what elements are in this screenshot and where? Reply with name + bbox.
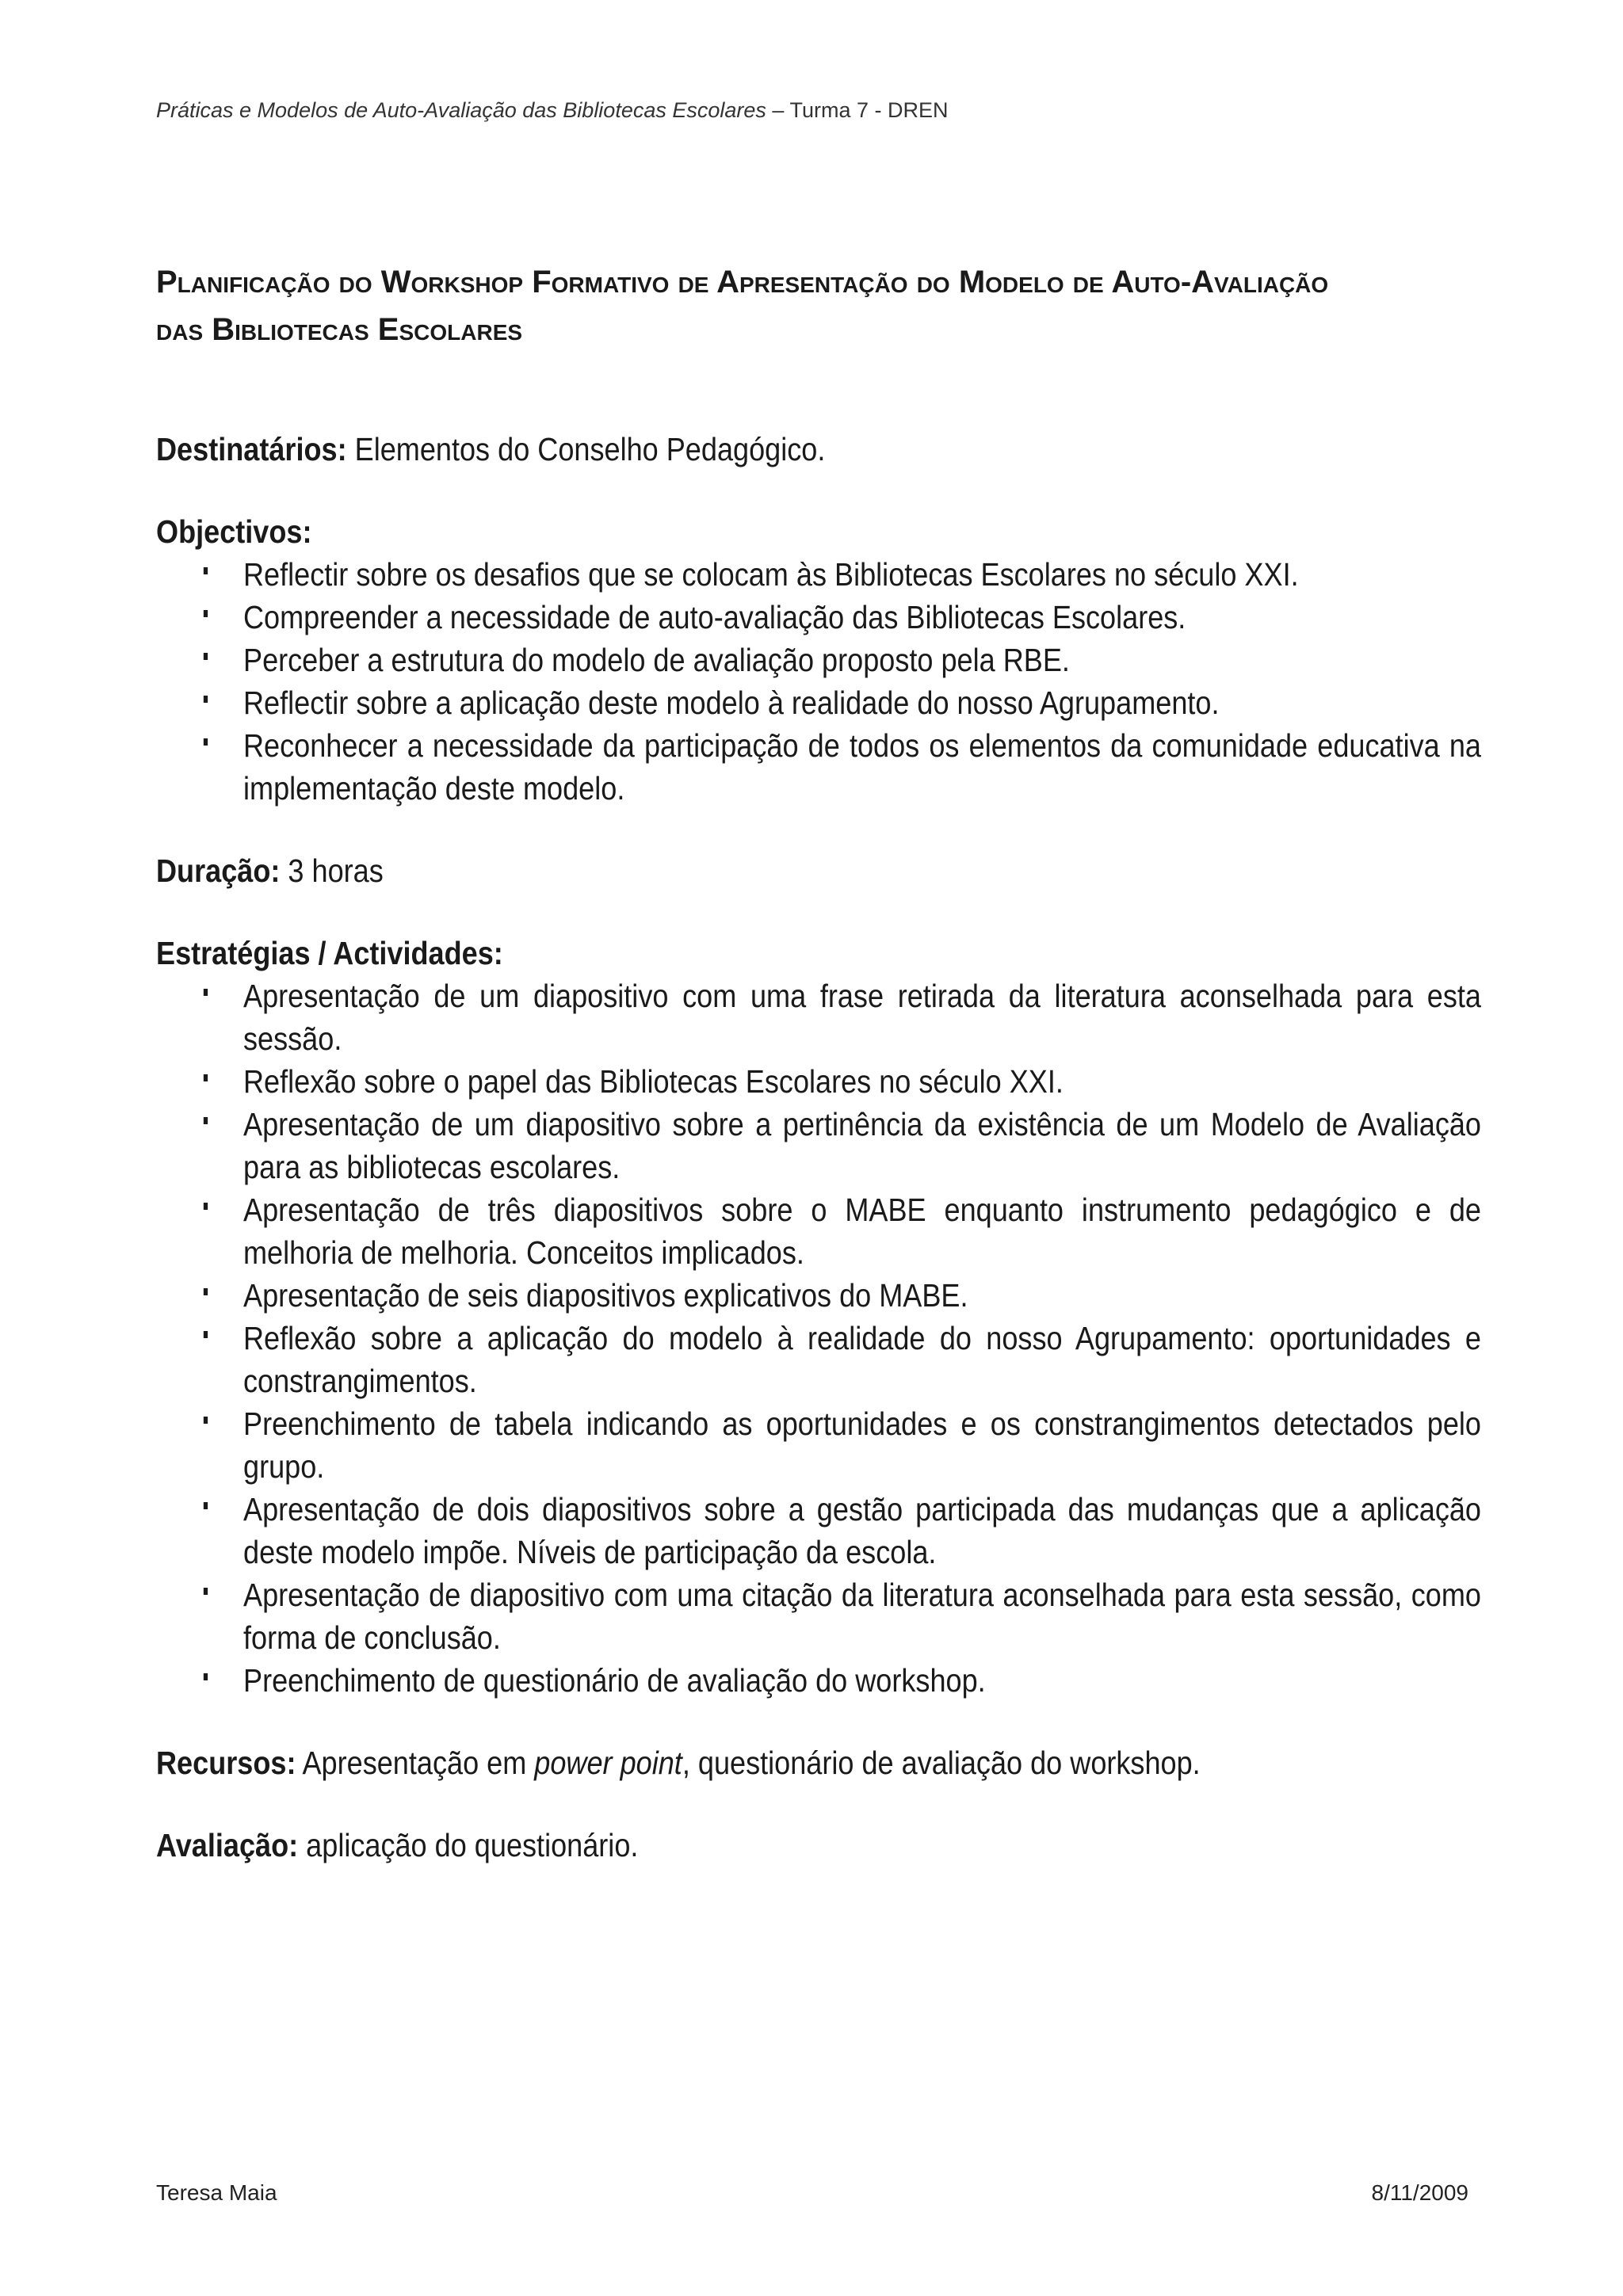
list-item: Reflexão sobre o papel das Bibliotecas Escolares no século XXI. xyxy=(243,1060,1481,1103)
recursos-value-italic: power point xyxy=(534,1745,682,1781)
destinatarios-field xyxy=(156,428,1481,471)
list-item: Apresentação de seis diapositivos explicativos do MABE. xyxy=(243,1274,1481,1317)
footer-author: Teresa Maia xyxy=(156,2180,277,2205)
list-item: Reconhecer a necessidade da participação de todos os elementos da comunidade educativa na implementação deste modelo. xyxy=(243,724,1481,810)
recursos-value-start: Apresentação em xyxy=(296,1745,535,1781)
recursos-value-end: , questionário de avaliação do workshop. xyxy=(682,1745,1201,1781)
header-class-info: – Turma 7 - DREN xyxy=(766,98,949,122)
estrategias-list xyxy=(156,974,1481,1702)
objectivos-label: Objectivos: xyxy=(156,513,312,550)
estrategias-label: Estratégias / Actividades: xyxy=(156,935,503,971)
list-item: Apresentação de dois diapositivos sobre a gestão participada das mudanças que a aplicação deste modelo impõe. Níveis de participação da escola. xyxy=(243,1488,1481,1573)
list-item: Apresentação de diapositivo com uma citação da literatura aconselhada para esta sessão, como forma de conclusão. xyxy=(243,1573,1481,1659)
list-item: Compreender a necessidade de auto-avaliação das Bibliotecas Escolares. xyxy=(243,596,1481,639)
duracao-field xyxy=(156,849,1481,892)
list-item: Apresentação de três diapositivos sobre o MABE enquanto instrumento pedagógico e de melhoria de melhoria. Conceitos implicados. xyxy=(243,1188,1481,1274)
destinatarios-value: Elementos do Conselho Pedagógico. xyxy=(346,431,826,467)
duracao-value: 3 horas xyxy=(280,852,384,889)
recursos-field xyxy=(156,1741,1481,1784)
header-course-title: Práticas e Modelos de Auto-Avaliação das Bibliotecas Escolares xyxy=(156,98,766,122)
list-item: Perceber a estrutura do modelo de avaliação proposto pela RBE. xyxy=(243,639,1481,681)
document-title xyxy=(156,258,1487,353)
list-item: Preenchimento de tabela indicando as oportunidades e os constrangimentos detectados pelo grupo. xyxy=(243,1402,1481,1488)
objectivos-list xyxy=(156,553,1481,810)
page-header xyxy=(156,98,948,123)
list-item: Reflectir sobre a aplicação deste modelo à realidade do nosso Agrupamento. xyxy=(243,681,1481,724)
duracao-label: Duração: xyxy=(156,852,281,889)
document-title-line2: das Bibliotecas Escolares xyxy=(156,312,523,347)
recursos-label: Recursos: xyxy=(156,1745,296,1781)
document-title-line1: Planificação do Workshop Formativo de Apresentação do Modelo de Auto-Avaliação xyxy=(156,265,1329,299)
destinatarios-label: Destinatários: xyxy=(156,431,347,467)
avaliacao-value: aplicação do questionário. xyxy=(298,1827,639,1863)
document-body xyxy=(156,428,1481,1867)
list-item: Preenchimento de questionário de avaliação do workshop. xyxy=(243,1659,1481,1702)
list-item: Reflectir sobre os desafios que se colocam às Bibliotecas Escolares no século XXI. xyxy=(243,553,1481,596)
footer-date: 8/11/2009 xyxy=(1371,2180,1468,2205)
avaliacao-label: Avaliação: xyxy=(156,1827,299,1863)
list-item: Apresentação de um diapositivo sobre a pertinência da existência de um Modelo de Avaliação para as bibliotecas escolares. xyxy=(243,1103,1481,1188)
list-item: Apresentação de um diapositivo com uma frase retirada da literatura aconselhada para esta sessão. xyxy=(243,974,1481,1060)
avaliacao-field xyxy=(156,1824,1481,1867)
list-item: Reflexão sobre a aplicação do modelo à realidade do nosso Agrupamento: oportunidades e constrangimentos. xyxy=(243,1317,1481,1402)
